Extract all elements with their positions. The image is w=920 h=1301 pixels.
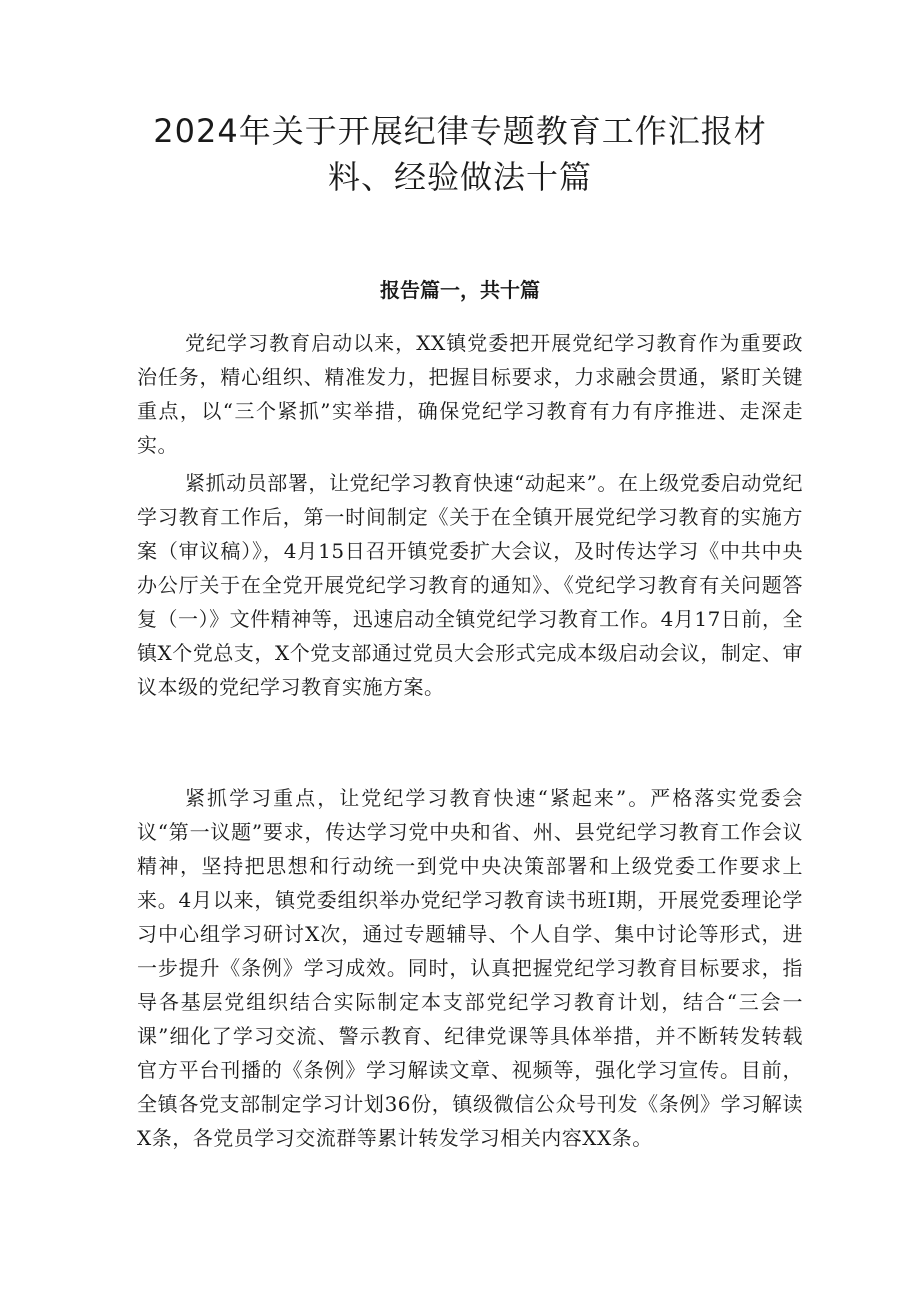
paragraph-intro: 党纪学习教育启动以来，XX镇党委把开展党纪学习教育作为重要政治任务，精心组织、精准发力，把握目标要求，力求融会贯通，紧盯关键重点，以“三个紧抓”实举措，确保党纪学习教育有力有序推进、走深走实。: [137, 331, 803, 457]
title-line-2: 料、经验做法十篇: [327, 158, 592, 196]
paragraph-mobilization: 紧抓动员部署，让党纪学习教育快速“动起来”。在上级党委启动党纪学习教育工作后，第一时间制定《关于在全镇开展党纪学习教育的实施方案（审议稿）》，4月15日召开镇党委扩大会议，及时传达学习《中共中央办公厅关于在全党开展党纪学习教育的通知》、《党纪学习教育有关问题答复（一）》文件精神等，迅速启动全镇党纪学习教育工作。4月17日前，全镇X个党总支，X个党支部通过党员大会形式完成本级启动会议，制定、审议本级的党纪学习教育实施方案。: [137, 471, 803, 699]
document-title: [100, 108, 820, 200]
section-heading: 报告篇一，共十篇: [380, 278, 540, 302]
paragraph-study-focus: 紧抓学习重点，让党纪学习教育快速“紧起来”。严格落实党委会议“第一议题”要求，传达学习党中央和省、州、县党纪学习教育工作会议精神，坚持把思想和行动统一到党中央决策部署和上级党委工作要求上来。4月以来，镇党委组织举办党纪学习教育读书班I期，开展党委理论学习中心组学习研讨X次，通过专题辅导、个人自学、集中讨论等形式，进一步提升《条例》学习成效。同时，认真把握党纪学习教育目标要求，指导各基层党组织结合实际制定本支部党纪学习教育计划，结合“三会一课”细化了学习交流、警示教育、纪律党课等具体举措，并不断转发转载官方平台刊播的《条例》学习解读文章、视频等，强化学习宣传。目前，全镇各党支部制定学习计划36份，镇级微信公众号刊发《条例》学习解读X条，各党员学习交流群等累计转发学习相关内容XX条。: [137, 786, 803, 1150]
title-line-1: 2024年关于开展纪律专题教育工作汇报材: [153, 112, 767, 150]
